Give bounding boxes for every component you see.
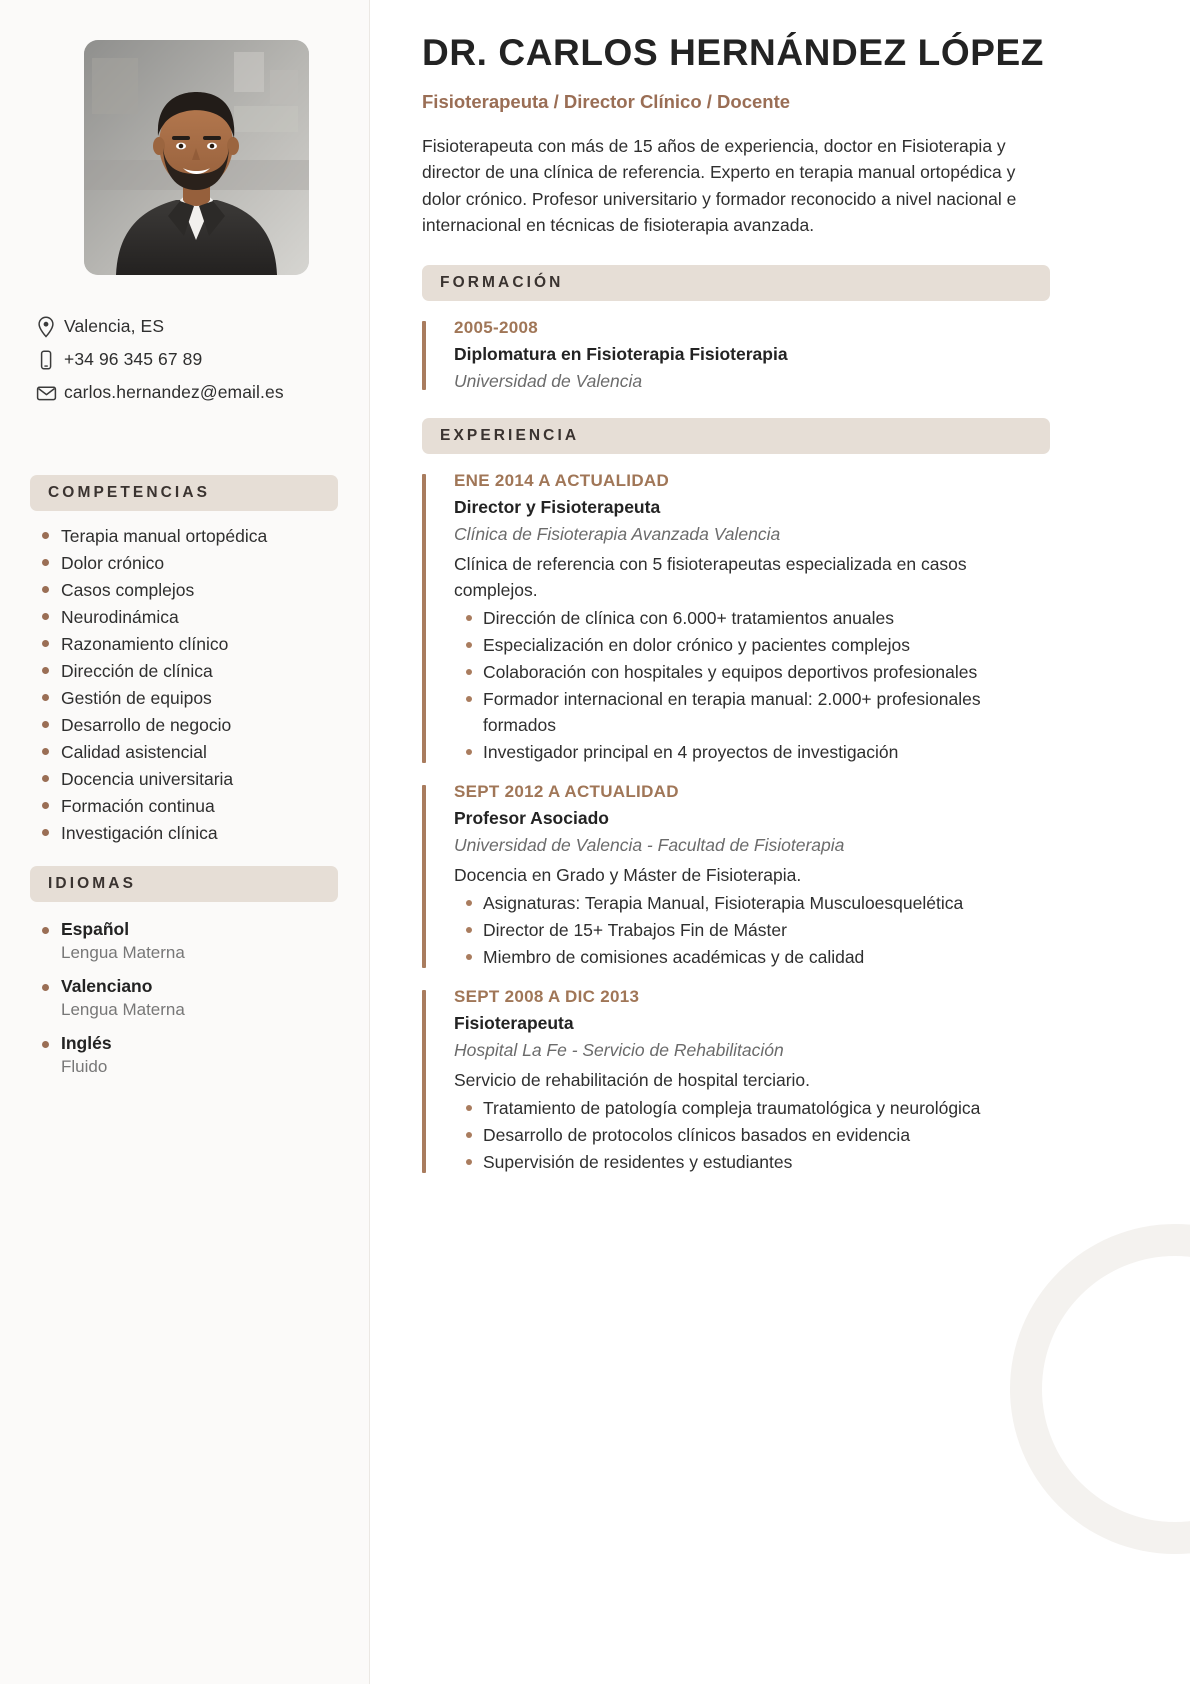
skill-label: Formación continua [61, 796, 215, 816]
bullet-text: Especialización en dolor crónico y pacientes complejos [483, 634, 911, 655]
experiencia-heading [422, 418, 1050, 454]
entry-date: 2005-2008 [454, 317, 538, 337]
experiencia-section [422, 418, 1050, 1175]
bullet-text: Desarrollo de protocolos clínicos basados en evidencia [483, 1124, 911, 1145]
contact-item-phone [36, 343, 356, 376]
list-item [30, 793, 338, 819]
competencias-heading-label: COMPETENCIAS [48, 484, 211, 501]
skill-label: Investigación clínica [61, 823, 218, 843]
contact-item-location [36, 310, 356, 343]
bullet-text: Miembro de comisiones académicas y de calidad [483, 946, 865, 967]
bullet-dot-icon [42, 927, 49, 934]
bullet-text: Formador internacional en terapia manual: 2.000+ profesionales formados [483, 688, 981, 735]
profile-photo-illustration [84, 40, 309, 275]
contact-list [36, 310, 356, 409]
envelope-icon [36, 382, 64, 404]
list-item [30, 550, 338, 576]
list-item [30, 631, 338, 657]
bullet-dot-icon [466, 1105, 472, 1111]
entry-title: Director y Fisioterapeuta [454, 496, 661, 517]
skill-label: Dolor crónico [61, 553, 165, 573]
bullet-dot-icon [42, 694, 49, 701]
list-item [454, 1122, 1050, 1148]
skill-label: Desarrollo de negocio [61, 715, 232, 735]
language-name: Valenciano [61, 976, 153, 996]
list-item [30, 712, 338, 738]
idiomas-heading [30, 866, 338, 902]
list-item [30, 975, 338, 1021]
entry-description: Clínica de referencia con 5 fisioterapeutas especializada en casos complejos. [454, 553, 967, 600]
sidebar-divider [369, 0, 370, 1684]
profile-summary: Fisioterapeuta con más de 15 años de experiencia, doctor en Fisioterapia y director de una clínica de referencia. Experto en terapia manual ortopédica y dolor crónico. Profesor universitario y formador reconocido a nivel nacional e internacional en técnicas de fisioterapia avanzada. [422, 135, 1017, 236]
list-item [30, 523, 338, 549]
skill-label: Dirección de clínica [61, 661, 213, 681]
competencias-section [30, 475, 338, 847]
entry-item [422, 471, 1050, 765]
idiomas-section [30, 866, 338, 1089]
list-item [454, 632, 1050, 658]
experiencia-heading-label: EXPERIENCIA [440, 426, 580, 444]
skill-label: Razonamiento clínico [61, 634, 229, 654]
entry-organization: Hospital La Fe - Servicio de Rehabilitación [454, 1039, 784, 1060]
bullet-dot-icon [42, 775, 49, 782]
list-item [30, 820, 338, 846]
list-item [30, 739, 338, 765]
bullet-dot-icon [466, 642, 472, 648]
bullet-dot-icon [466, 615, 472, 621]
entry-description: Servicio de rehabilitación de hospital terciario. [454, 1069, 811, 1090]
bullet-dot-icon [42, 532, 49, 539]
entry-item [422, 987, 1050, 1175]
bullet-dot-icon [42, 613, 49, 620]
list-item [454, 917, 1050, 943]
skill-label: Casos complejos [61, 580, 195, 600]
language-level: Lengua Materna [61, 1000, 185, 1019]
list-item [454, 1095, 1050, 1121]
skill-label: Calidad asistencial [61, 742, 207, 762]
bullet-dot-icon [42, 748, 49, 755]
bullet-dot-icon [466, 669, 472, 675]
entry-item [422, 318, 1050, 392]
bullet-dot-icon [42, 559, 49, 566]
bullet-dot-icon [42, 802, 49, 809]
avatar [84, 40, 309, 275]
formacion-heading [422, 265, 1050, 301]
list-item [30, 577, 338, 603]
list-item [30, 604, 338, 630]
bullet-dot-icon [466, 749, 472, 755]
bullet-text: Colaboración con hospitales y equipos deportivos profesionales [483, 661, 978, 682]
bullet-dot-icon [42, 640, 49, 647]
bullet-text: Dirección de clínica con 6.000+ tratamientos anuales [483, 607, 895, 628]
main-column [422, 0, 1152, 1176]
entry-date: SEPT 2012 A ACTUALIDAD [454, 781, 679, 801]
list-item [30, 658, 338, 684]
list-item [454, 1149, 1050, 1175]
entry-organization: Universidad de Valencia - Facultad de Fisioterapia [454, 834, 845, 855]
entry-organization: Universidad de Valencia [454, 370, 643, 391]
entry-bullet-list [454, 1095, 1050, 1175]
language-name: Español [61, 919, 130, 939]
bullet-dot-icon [42, 984, 49, 991]
bullet-dot-icon [466, 927, 472, 933]
bullet-dot-icon [42, 1041, 49, 1048]
entry-title: Fisioterapeuta [454, 1012, 574, 1033]
bullet-dot-icon [42, 667, 49, 674]
skill-label: Docencia universitaria [61, 769, 234, 789]
skill-label: Terapia manual ortopédica [61, 526, 268, 546]
entry-description: Docencia en Grado y Máster de Fisioterapia. [454, 864, 802, 885]
bullet-dot-icon [466, 1132, 472, 1138]
entry-title: Profesor Asociado [454, 807, 609, 828]
role-subtitle: Fisioterapeuta / Director Clínico / Docente [422, 90, 791, 112]
language-name: Inglés [61, 1033, 112, 1053]
experiencia-entry-list [422, 471, 1050, 1175]
bullet-text: Supervisión de residentes y estudiantes [483, 1151, 793, 1172]
language-level: Fluido [61, 1057, 108, 1076]
bullet-dot-icon [42, 721, 49, 728]
bullet-text: Asignaturas: Terapia Manual, Fisioterapia Musculoesquelética [483, 892, 964, 913]
list-item [454, 605, 1050, 631]
list-item [30, 918, 338, 964]
bullet-dot-icon [466, 954, 472, 960]
phone-icon [36, 349, 64, 371]
entry-title: Diplomatura en Fisioterapia Fisioterapia [454, 343, 788, 364]
idiomas-heading-label: IDIOMAS [48, 875, 137, 892]
bullet-text: Investigador principal en 4 proyectos de investigación [483, 741, 899, 762]
skill-label: Neurodinámica [61, 607, 179, 627]
bullet-dot-icon [466, 1159, 472, 1165]
competencias-heading [30, 475, 338, 511]
entry-date: SEPT 2008 A DIC 2013 [454, 986, 640, 1006]
bullet-dot-icon [466, 900, 472, 906]
entry-date: ENE 2014 A ACTUALIDAD [454, 470, 670, 490]
list-item [454, 890, 1050, 916]
bullet-dot-icon [42, 586, 49, 593]
list-item [454, 686, 1050, 738]
entry-bullet-list [454, 605, 1050, 765]
formacion-heading-label: FORMACIÓN [440, 273, 564, 291]
list-item [30, 766, 338, 792]
skill-label: Gestión de equipos [61, 688, 212, 708]
bullet-dot-icon [42, 829, 49, 836]
contact-location-text: Valencia, ES [64, 316, 165, 336]
list-item [454, 659, 1050, 685]
page-title: DR. CARLOS HERNÁNDEZ LÓPEZ [422, 32, 1044, 73]
formacion-section [422, 265, 1050, 392]
contact-email-text: carlos.hernandez@email.es [64, 382, 284, 402]
list-item [30, 685, 338, 711]
location-pin-icon [36, 316, 64, 338]
bullet-text: Tratamiento de patología compleja traumatológica y neurológica [483, 1097, 981, 1118]
skill-list [30, 523, 338, 846]
list-item [30, 1032, 338, 1078]
list-item [454, 739, 1050, 765]
formacion-entry-list [422, 318, 1050, 392]
language-level: Lengua Materna [61, 943, 185, 962]
contact-item-email [36, 376, 356, 409]
entry-item [422, 782, 1050, 970]
list-item [454, 944, 1050, 970]
bullet-text: Director de 15+ Trabajos Fin de Máster [483, 919, 787, 940]
contact-phone-text: +34 96 345 67 89 [64, 349, 203, 369]
language-list [30, 918, 338, 1078]
entry-organization: Clínica de Fisioterapia Avanzada Valencia [454, 523, 781, 544]
entry-bullet-list [454, 890, 1050, 970]
bullet-dot-icon [466, 696, 472, 702]
